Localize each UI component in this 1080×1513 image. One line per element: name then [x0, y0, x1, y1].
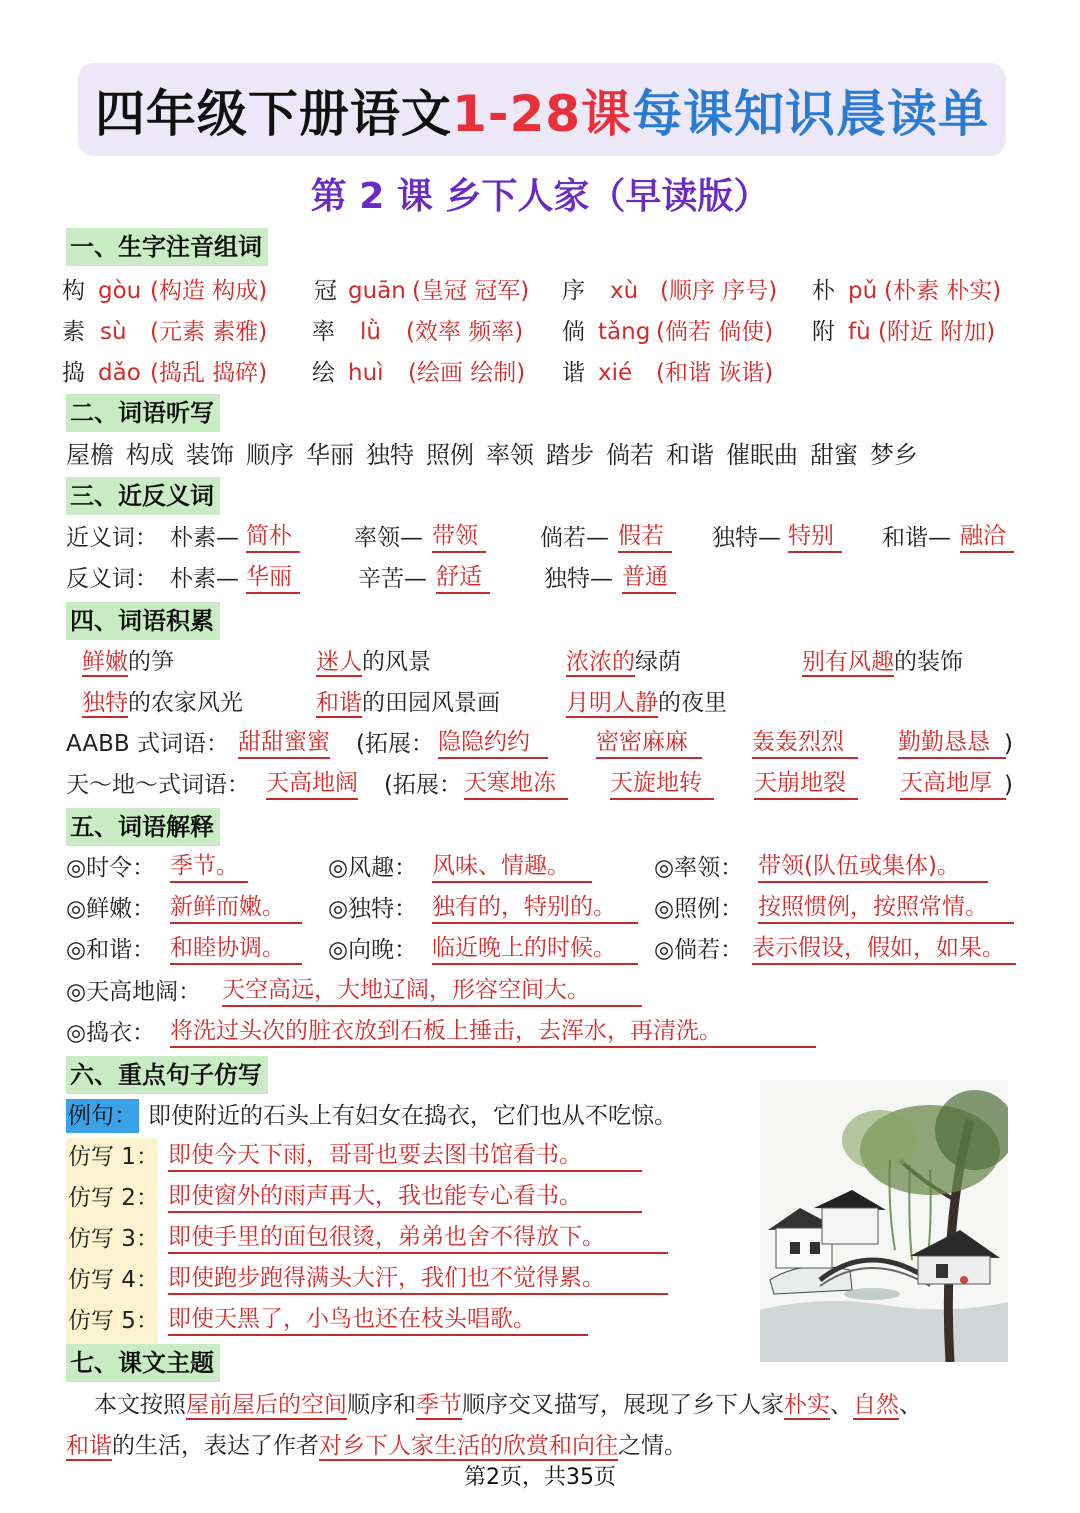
imitation-text: 即使天黑了，小鸟也还在枝头唱歌。	[168, 1304, 588, 1336]
imitation-text: 即使窗外的雨声再大，我也能专心看书。	[168, 1181, 642, 1213]
definition-word: ◎鲜嫩：	[66, 896, 156, 922]
dictation-word: 装饰	[186, 441, 234, 469]
dictation-word: 独特	[366, 441, 414, 469]
synonym-answer: 特别	[788, 521, 842, 553]
section-heading-7: 七、课文主题	[66, 1344, 220, 1382]
definition-text: 带领(队伍或集体)。	[758, 851, 988, 883]
theme-text: 之情。	[618, 1433, 687, 1459]
theme-text: 、	[830, 1392, 853, 1418]
tiandi-item: 天寒地冻	[464, 768, 568, 800]
words: (绘画 绘制)	[408, 360, 526, 386]
phrase-key: 和谐	[316, 690, 362, 716]
definition-text: 独有的，特别的。	[432, 892, 638, 924]
char: 绘	[312, 360, 335, 386]
definition-word: ◎率领：	[654, 855, 744, 881]
banner-part1: 四年级下册语文	[94, 84, 452, 143]
dictation-word: 华丽	[306, 441, 354, 469]
phrase-key: 鲜嫩	[82, 649, 128, 675]
phrase-rest: 的农家风光	[128, 690, 243, 716]
tiandi-close: )	[1004, 772, 1013, 798]
imitation-row-4	[66, 1263, 766, 1297]
definition-text: 季节。	[170, 851, 248, 883]
char-row-1	[62, 274, 1022, 308]
section-heading-6: 六、重点句子仿写	[66, 1056, 268, 1094]
tiandi-ext: (拓展：	[384, 772, 462, 798]
char: 构	[62, 278, 85, 304]
tiandi-label: 天～地～式词语：	[66, 772, 250, 798]
definition-word: ◎时令：	[66, 855, 156, 881]
char: 捣	[62, 360, 85, 386]
theme-text: 顺序交叉描写，展现了乡下人家	[462, 1392, 784, 1418]
aabb-label: AABB 式词语：	[66, 731, 229, 757]
page-banner	[78, 63, 1006, 156]
pinyin: xù	[610, 278, 639, 304]
aabb-item: 勤勤恳恳	[898, 727, 1006, 759]
theme-key: 和谐	[66, 1433, 112, 1459]
synonym-answer: 假若	[618, 521, 672, 553]
pinyin: pǔ	[848, 278, 878, 304]
theme-line-1	[66, 1385, 1016, 1425]
char: 谐	[562, 360, 585, 386]
phrase-rest: 的风景	[362, 649, 431, 675]
theme-key: 对乡下人家生活的欣赏和向往	[319, 1433, 618, 1459]
synonym-row	[66, 521, 1026, 555]
char-row-3	[62, 356, 1022, 390]
definition-word: ◎风趣：	[328, 855, 418, 881]
definition-text: 和睦协调。	[170, 933, 302, 965]
char: 冠	[314, 278, 337, 304]
char-row-2	[62, 315, 1022, 349]
definition-text: 表示假设，假如，如果。	[752, 933, 1016, 965]
tiandi-item: 天崩地裂	[754, 768, 858, 800]
definition-text: 按照惯例，按照常情。	[758, 892, 1014, 924]
phrase-row-1	[66, 645, 1026, 679]
tiandi-main: 天高地阔	[266, 768, 358, 800]
definition-word: ◎向晚：	[328, 937, 418, 963]
pinyin: huì	[348, 360, 384, 386]
dictation-word: 屋檐	[66, 441, 114, 469]
definition-row-2	[66, 892, 1026, 926]
section-heading-5: 五、词语解释	[66, 808, 220, 846]
section-heading-1: 一、生字注音组词	[66, 228, 268, 266]
synonym-word: 朴素—	[170, 525, 239, 551]
imitation-row-3	[66, 1222, 766, 1256]
tiandi-row	[66, 768, 1026, 802]
definition-text: 将洗过头次的脏衣放到石板上捶击，去浑水，再清洗。	[170, 1016, 816, 1048]
imitation-label: 仿写 5：	[68, 1308, 159, 1334]
phrase-row-2	[66, 686, 1026, 720]
tiandi-item: 天旋地转	[610, 768, 714, 800]
definition-text: 天空高远，大地辽阔，形容空间大。	[222, 975, 642, 1007]
tiandi-item: 天高地厚	[900, 768, 1006, 800]
theme-key: 朴实	[784, 1392, 830, 1418]
banner-part2: 1-28课	[451, 84, 633, 143]
phrase-key: 别有风趣	[802, 649, 894, 675]
words: (和谐 诙谐)	[656, 360, 774, 386]
theme-key: 屋前屋后的空间	[186, 1392, 347, 1418]
imitation-row-1	[66, 1140, 766, 1174]
aabb-row	[66, 727, 1026, 761]
section-heading-4: 四、词语积累	[66, 602, 220, 640]
theme-text: 的生活，表达了作者	[112, 1433, 319, 1459]
section-heading-3: 三、近反义词	[66, 477, 220, 515]
phrase-rest: 的装饰	[894, 649, 963, 675]
example-label: 例句：	[66, 1099, 139, 1133]
pinyin: lǜ	[360, 319, 381, 345]
synonym-answer: 带领	[432, 521, 486, 553]
antonym-word: 朴素—	[170, 566, 239, 592]
phrase-key: 独特	[82, 690, 128, 716]
definition-word: ◎倘若：	[654, 937, 744, 963]
aabb-item: 轰轰烈烈	[752, 727, 858, 759]
dictation-word: 梦乡	[870, 441, 918, 469]
theme-key: 自然	[853, 1392, 899, 1418]
aabb-ext: (拓展：	[356, 731, 434, 757]
antonym-row	[66, 562, 1026, 596]
char: 素	[62, 319, 85, 345]
char: 率	[312, 319, 335, 345]
antonym-word: 独特—	[544, 566, 613, 592]
antonym-answer: 舒适	[436, 562, 490, 594]
theme-text: 本文按照	[94, 1392, 186, 1418]
char: 序	[562, 278, 585, 304]
words: (附近 附加)	[878, 319, 996, 345]
definition-row-1	[66, 851, 1026, 885]
definition-row-4	[66, 975, 1026, 1009]
dictation-word: 率领	[486, 441, 534, 469]
words: (元素 素雅)	[150, 319, 268, 345]
definition-text: 风味、情趣。	[432, 851, 592, 883]
dictation-word: 和谐	[666, 441, 714, 469]
definition-row-3	[66, 933, 1026, 967]
dictation-word: 顺序	[246, 441, 294, 469]
example-text: 即使附近的石头上有妇女在捣衣，它们也从不吃惊。	[148, 1103, 677, 1129]
example-row	[66, 1099, 766, 1133]
words: (倘若 倘使)	[656, 319, 774, 345]
theme-key: 季节	[416, 1392, 462, 1418]
char: 朴	[812, 278, 835, 304]
definition-word: ◎照例：	[654, 896, 744, 922]
imitation-label: 仿写 2：	[68, 1185, 159, 1211]
words: (捣乱 捣碎)	[150, 360, 268, 386]
dictation-word: 构成	[126, 441, 174, 469]
phrase-rest: 绿荫	[635, 649, 681, 675]
banner-part3: 每课知识晨读单	[632, 84, 990, 143]
pinyin: sù	[100, 319, 127, 345]
definition-word: ◎捣衣：	[66, 1020, 156, 1046]
definition-word: ◎独特：	[328, 896, 418, 922]
imitation-text: 即使手里的面包很烫，弟弟也舍不得放下。	[168, 1222, 668, 1254]
imitation-text: 即使今天下雨，哥哥也要去图书馆看书。	[168, 1140, 642, 1172]
synonym-word: 率领—	[354, 525, 423, 551]
imitation-row-2	[66, 1181, 766, 1215]
aabb-item: 密密麻麻	[596, 727, 702, 759]
words: (顺序 序号)	[660, 278, 778, 304]
imitation-label: 仿写 3：	[68, 1226, 159, 1252]
pinyin: dǎo	[98, 360, 141, 386]
imitation-label: 仿写 4：	[68, 1267, 159, 1293]
antonym-answer: 华丽	[246, 562, 300, 594]
pinyin: gòu	[98, 278, 142, 304]
ink-painting-village-bridge-icon	[760, 1080, 1008, 1362]
pinyin: fù	[848, 319, 871, 345]
section-heading-2: 二、词语听写	[66, 394, 220, 432]
imitation-label: 仿写 1：	[68, 1144, 159, 1170]
pinyin: tǎng	[598, 319, 651, 345]
words: (皇冠 冠军)	[412, 278, 530, 304]
synonym-word: 倘若—	[540, 525, 609, 551]
phrase-rest: 的笋	[128, 649, 174, 675]
definition-word: ◎和谐：	[66, 937, 156, 963]
char: 附	[812, 319, 835, 345]
page-footer: 第2页，共35页	[464, 1465, 616, 1490]
words: (构造 构成)	[150, 278, 268, 304]
phrase-key: 月明人静	[566, 690, 658, 716]
aabb-close: )	[1004, 731, 1013, 757]
synonym-label: 近义词：	[66, 525, 158, 551]
aabb-item: 隐隐约约	[438, 727, 548, 759]
definition-text: 临近晚上的时候。	[432, 933, 638, 965]
pinyin: xié	[598, 360, 633, 386]
dictation-word: 倘若	[606, 441, 654, 469]
imitation-text: 即使跑步跑得满头大汗，我们也不觉得累。	[168, 1263, 668, 1295]
char: 倘	[562, 319, 585, 345]
theme-text: 顺序和	[347, 1392, 416, 1418]
phrase-rest: 的夜里	[658, 690, 727, 716]
lesson-title: 第 2 课 乡下人家（早读版）	[310, 176, 770, 217]
dictation-word: 催眠曲	[726, 441, 798, 469]
phrase-key: 迷人	[316, 649, 362, 675]
antonym-word: 辛苦—	[358, 566, 427, 592]
synonym-word: 和谐—	[882, 525, 951, 551]
synonym-answer: 融洽	[960, 521, 1014, 553]
words: (效率 频率)	[406, 319, 524, 345]
dictation-word: 踏步	[546, 441, 594, 469]
phrase-key: 浓浓的	[566, 649, 635, 675]
pinyin: guān	[348, 278, 406, 304]
synonym-answer: 简朴	[246, 521, 300, 553]
aabb-main: 甜甜蜜蜜	[238, 727, 330, 759]
definition-row-5	[66, 1016, 1026, 1050]
dictation-word: 甜蜜	[810, 441, 858, 469]
synonym-word: 独特—	[712, 525, 781, 551]
words: (朴素 朴实)	[884, 278, 1002, 304]
definition-word: ◎天高地阔：	[66, 979, 202, 1005]
phrase-rest: 的田园风景画	[362, 690, 500, 716]
imitation-row-5	[66, 1304, 766, 1338]
theme-text: 、	[899, 1392, 922, 1418]
antonym-label: 反义词：	[66, 566, 158, 592]
antonym-answer: 普通	[622, 562, 676, 594]
definition-text: 新鲜而嫩。	[170, 892, 302, 924]
dictation-list	[66, 438, 930, 472]
dictation-word: 照例	[426, 441, 474, 469]
